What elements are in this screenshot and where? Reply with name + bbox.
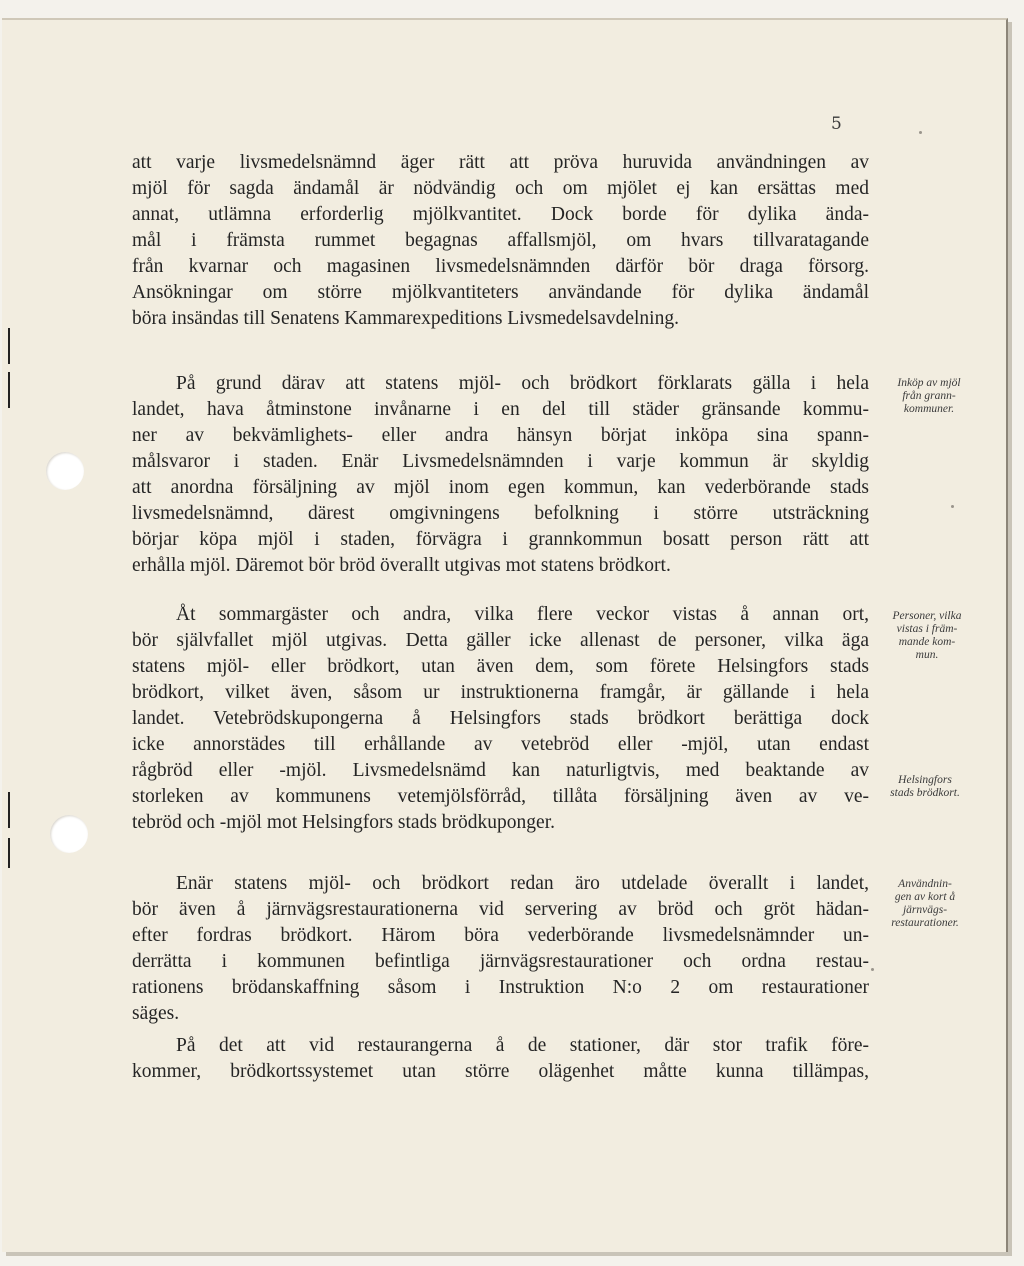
text-line: bör även å järnvägsrestaurationerna vid servering av bröd och gröt hädan- [132, 899, 869, 920]
text-line: På grund därav att statens mjöl- och brödkort förklarats gälla i hela [176, 373, 869, 394]
text-line: böra insändas till Senatens Kammarexpeditions Livsmedelsavdelning. [132, 308, 679, 329]
text-line: icke annorstädes till erhållande av vetebröd eller -mjöl, utan endast [132, 734, 869, 755]
margin-note-line: kommuner. [903, 403, 955, 415]
binding-mark [8, 328, 10, 364]
margin-note-line: från grann- [902, 390, 956, 402]
text-line: erhålla mjöl. Däremot bör bröd överallt utgivas mot statens brödkort. [132, 555, 671, 576]
margin-note-line: mande kom- [898, 636, 956, 648]
margin-note [869, 774, 981, 800]
margin-note [871, 610, 983, 662]
text-line: tebröd och -mjöl mot Helsingfors stads brödkuponger. [132, 812, 555, 833]
paper-speck [951, 505, 954, 508]
text-line: rågbröd eller -mjöl. Livsmedelsnämd kan naturligtvis, med beaktande av [132, 760, 869, 781]
paper-speck [919, 131, 922, 134]
text-line: från kvarnar och magasinen livsmedelsnämnden därför bör draga försorg. [132, 256, 869, 277]
text-line: storleken av kommunens vetemjölsförråd, tillåta försäljning även av ve- [132, 786, 869, 807]
margin-note-line: järnvägs- [902, 904, 948, 916]
binding-mark [8, 372, 10, 408]
margin-note-line: stads brödkort. [890, 787, 960, 799]
text-line: att anordna försäljning av mjöl inom egen kommun, kan vederbörande stads [132, 477, 869, 498]
margin-note-line: mun. [915, 649, 939, 661]
binding-mark [8, 792, 10, 828]
text-line: landet. Vetebrödskupongerna å Helsingfors stads brödkort berättiga dock [132, 708, 869, 729]
margin-note-line: restaurationer. [891, 917, 959, 929]
text-line: På det att vid restaurangerna å de stationer, där stor trafik före- [176, 1035, 869, 1056]
text-line: Enär statens mjöl- och brödkort redan äro utdelade överallt i landet, [176, 873, 869, 894]
text-line: bör självfallet mjöl utgivas. Detta gäller icke allenast de personer, vilka äga [132, 630, 869, 651]
text-line: mjöl för sagda ändamål är nödvändig och om mjölet ej kan ersättas med [132, 178, 869, 199]
text-line: brödkort, vilket även, såsom ur instruktionerna framgår, är gällande i hela [132, 682, 869, 703]
margin-note [869, 878, 981, 930]
text-line: statens mjöl- eller brödkort, utan även dem, som förete Helsingfors stads [132, 656, 869, 677]
margin-note [873, 377, 985, 416]
text-line: Åt sommargäster och andra, vilka flere veckor vistas å annan ort, [176, 604, 869, 625]
text-line: livsmedelsnämnd, därest omgivningens befolkning i större utsträckning [132, 503, 869, 524]
text-line: mål i främsta rummet begagnas affallsmjöl, om hvars tillvaratagande [132, 230, 869, 251]
margin-note-line: Användnin- [898, 878, 952, 890]
text-line: derrätta i kommunen befintliga järnvägsrestaurationer och ordna restau- [132, 951, 869, 972]
text-line: annat, utlämna erforderlig mjölkvantitet. Dock borde för dylika ända- [132, 204, 869, 225]
text-line: kommer, brödkortssystemet utan större olägenhet måtte kunna tillämpas, [132, 1061, 869, 1082]
page-number: 5 [831, 114, 842, 134]
margin-note-line: vistas i främ- [896, 623, 958, 635]
text-line: börjar köpa mjöl i staden, förvägra i grannkommun bosatt person rätt att [132, 529, 869, 550]
text-line: landet, hava åtminstone invånarne i en del till städer gränsande kommu- [132, 399, 869, 420]
binding-mark [8, 838, 10, 868]
text-line: rationens brödanskaffning såsom i Instruktion N:o 2 om restaurationer [132, 977, 869, 998]
paper-speck [871, 968, 874, 971]
text-line: Ansökningar om större mjölkvantiteters användande för dylika ändamål [132, 282, 869, 303]
margin-note-line: Helsingfors [898, 774, 952, 786]
text-line: säges. [132, 1003, 180, 1024]
margin-note-line: Personer, vilka [892, 610, 962, 622]
margin-note-line: Inköp av mjöl [897, 377, 961, 389]
text-line: ner av bekvämlighets- eller andra hänsyn börjat inköpa sina spann- [132, 425, 869, 446]
text-line: efter fordras brödkort. Härom böra vederbörande livsmedelsnämnder un- [132, 925, 869, 946]
punch-hole-top [46, 452, 84, 490]
punch-hole-bottom [50, 815, 88, 853]
text-line: att varje livsmedelsnämnd äger rätt att pröva huruvida användningen av [132, 152, 869, 173]
text-line: målsvaror i staden. Enär Livsmedelsnämnden i varje kommun är skyldig [132, 451, 869, 472]
margin-note-line: gen av kort å [894, 891, 956, 903]
